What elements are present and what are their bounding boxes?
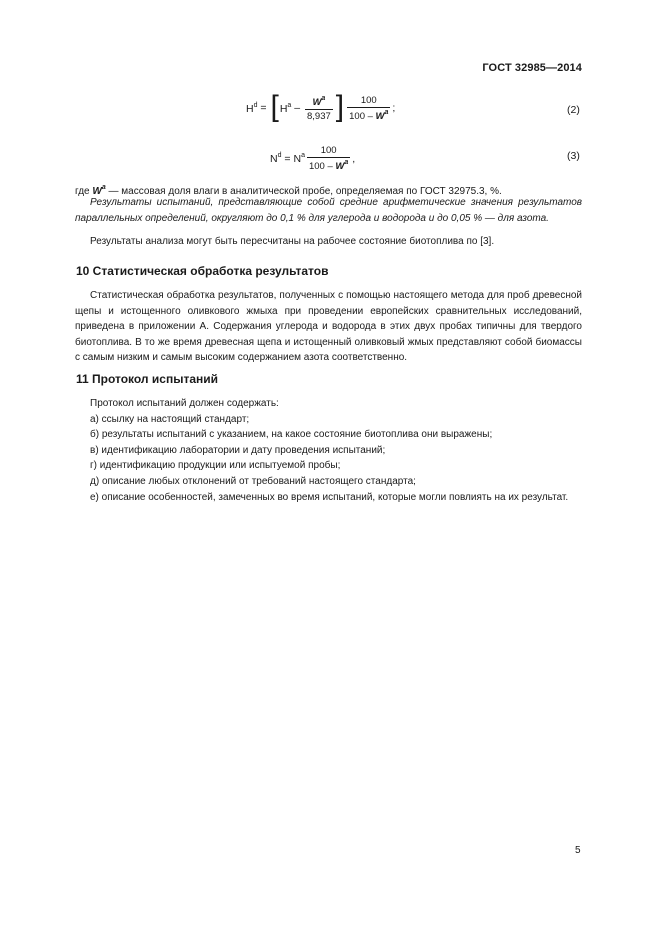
fraction-moisture-over-constant: $\frac{W^a}{8,937}$ <box>307 94 331 122</box>
list-item: е) описание особенностей, замеченных во время испытаний, которые могли повлиять на их результат. <box>90 491 569 503</box>
page-number: 5 <box>575 845 581 856</box>
section-11-body <box>75 396 582 505</box>
section-10-heading: 10 Статистическая обработка результатов <box>76 264 329 278</box>
section-11-heading: 11 Протокол испытаний <box>76 372 218 386</box>
equation-number-3: (3) <box>567 150 580 162</box>
protocol-intro: Протокол испытаний должен содержать: <box>90 398 279 409</box>
list-item: г) идентификацию продукции или испытуемой пробы; <box>90 460 341 472</box>
fraction-dry-basis: $\frac{100}{100 - W^a}$ <box>349 94 389 122</box>
right-bracket: ] <box>335 90 345 123</box>
list-item: а) ссылку на настоящий стандарт; <box>90 413 250 425</box>
list-item: д) описание любых отклонений от требований настоящего стандарта; <box>90 475 416 487</box>
formula2-lhs: $H^d$ <box>246 101 258 115</box>
where-clause: где $W^a$ — массовая доля влаги в аналитической пробе, определяемая по ГОСТ 32975.3, %. <box>75 184 502 197</box>
list-item: б) результаты испытаний с указанием, на какое состояние биотоплива они выражены; <box>90 429 493 441</box>
formula-nitrogen: $N^d$ = $N^a$ $\frac{100}{100 - W^a}$ , <box>270 145 356 172</box>
formula3-rhs: = $N^a$ <box>281 152 305 165</box>
recalc-paragraph: Результаты анализа могут быть пересчитаны на рабочее состояние биотоплива по [3]. <box>90 236 495 247</box>
equation-number-2: (2) <box>567 104 580 116</box>
left-bracket: [ <box>270 90 279 123</box>
document-header: ГОСТ 32985—2014 <box>482 62 582 74</box>
formula-hydrogen: $H^d$ = [ $H^a$ – $\frac{W^a}{8,937}$ ] $\frac{100}{100 - W^a}$ ; <box>246 90 396 123</box>
results-paragraph: Результаты испытаний, представляющие собой средние арифметические значения результатов параллельных определений, округляют до 0,1 % для углерода и водорода и до 0,05 % — для азота. <box>75 197 582 224</box>
formula3-lhs: $N^d$ <box>270 152 282 165</box>
formula2-h: $H^a$ <box>279 101 292 115</box>
fraction-dry-basis-n: $\frac{100}{100 - W^a}$ <box>308 145 349 172</box>
section-10-body: Статистическая обработка результатов, полученных с помощью настоящего метода для проб древесной щепы и истощенного оливкового жмыха при проведении европейских сравнительных исследований, приведена в приложении А. Содержания углерода и водорода в этих двух пробах типичны для твердого биотоплива. В то же время древесная щепа и истощенный оливковый жмых представляют собой биомассы с самым низким и самым высоким содержанием азота соответственно. <box>75 290 582 364</box>
list-item: в) идентификацию лаборатории и дату проведения испытаний; <box>90 444 386 456</box>
